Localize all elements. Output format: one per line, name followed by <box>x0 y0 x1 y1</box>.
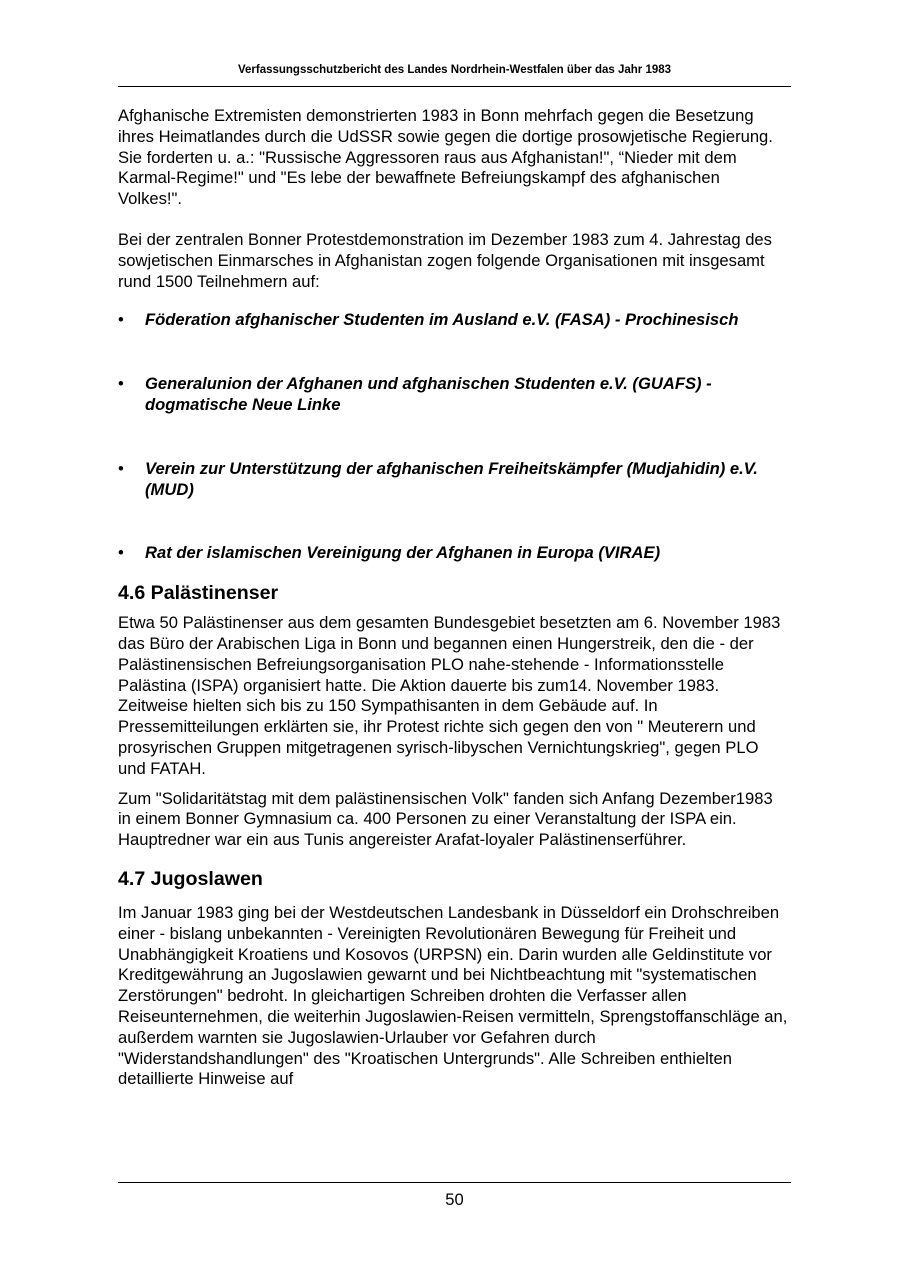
list-item <box>118 310 788 331</box>
palaestinenser-paragraph-2: Zum "Solidaritätstag mit dem palästinensischen Volk" fanden sich Anfang Dezember1983 in einem Bonner Gymnasium ca. 400 Personen zu einer Veranstaltung der ISPA ein. Hauptredner war ein aus Tunis angereister Arafat-loyaler Palästinenserführer. <box>118 788 773 850</box>
bullet-icon: • <box>118 543 124 563</box>
running-header: Verfassungsschutzbericht des Landes Nordrhein-Westfalen über das Jahr 1983 <box>237 64 672 76</box>
organization-name: Verein zur Unterstützung der afghanischen Freiheitskämpfer (Mudjahidin) e.V. (MUD) <box>145 458 758 499</box>
organization-name: Generalunion der Afghanen und afghanischen Studenten e.V. (GUAFS) - dogmatische Neue Linke <box>145 374 712 414</box>
bullet-icon: • <box>118 458 124 478</box>
bullet-icon: • <box>118 374 124 394</box>
demo-paragraph: Bei der zentralen Bonner Protestdemonstration im Dezember 1983 zum 4. Jahrestag des sowjetischen Einmarsches in Afghanistan zogen folgende Organisationen mit insgesamt rund 1500 Teilnehmern auf: <box>118 229 772 291</box>
page-number: 50 <box>445 1190 464 1209</box>
jugoslawen-paragraph-1: Im Januar 1983 ging bei der Westdeutschen Landesbank in Düsseldorf ein Drohschreiben einer - bislang unbekannten - Vereinigten Revolutionären Bewegung für Freiheit und Unabhängigkeit Kroatiens und Kosovos (URPSN) ein. Darin wurden alle Geldinstitute vor Kreditgewährung an Jugoslawien gewarnt und bei Nichtbeachtung mit "systematischen Zerstörungen" bedroht. In gleichartigen Schreiben drohten die Verfasser allen Reiseunternehmen, die weiterhin Jugoslawien-Reisen vermitteln, Sprengstoffanschläge an, außerdem warnten sie Jugoslawien-Urlauber vor Gefahren durch "Widerstandshandlungen" des "Kroatischen Untergrunds". Alle Schreiben enthielten detaillierte Hinweise auf <box>118 902 788 1089</box>
palaestinenser-paragraph-1: Etwa 50 Palästinenser aus dem gesamten Bundesgebiet besetzten am 6. November 1983 das Büro der Arabischen Liga in Bonn und begannen einen Hungerstreik, den die - der Palästinensischen Befreiungsorganisation PLO nahe-stehende - Informationsstelle Palästina (ISPA) organisiert hatte. Die Aktion dauerte bis zum14. November 1983. Zeitweise hielten sich bis zu 150 Sympathisanten in dem Gebäude auf. In Pressemitteilungen erklärten sie, ihr Protest richte sich gegen den von " Meuterern und prosyrischen Gruppen mitgetragenen syrisch-libyschen Vernichtungskrieg", gegen PLO und FATAH. <box>118 613 781 778</box>
intro-paragraph: Afghanische Extremisten demonstrierten 1983 in Bonn mehrfach gegen die Besetzung ihres Heimatlandes durch die UdSSR sowie gegen die dortige prosowjetische Regierung. Sie forderten u. a.: "Russische Aggressoren raus aus Afghanistan!", “Nieder mit dem Karmal-Regime!" und "Es lebe der bewaffnete Befreiungskampf des afghanischen Volkes!". <box>118 106 773 209</box>
organization-name: Rat der islamischen Vereinigung der Afghanen in Europa (VIRAE) <box>145 543 661 563</box>
header-rule <box>118 86 791 87</box>
page-content <box>118 106 788 1090</box>
section-heading-jugoslawen: 4.7 Jugoslawen <box>118 867 263 890</box>
list-item <box>118 374 788 416</box>
organization-list <box>118 310 788 564</box>
footer-rule <box>118 1182 791 1183</box>
section-heading-palaestinenser: 4.6 Palästinenser <box>118 582 279 605</box>
organization-name: Föderation afghanischer Studenten im Ausland e.V. (FASA) - Prochinesisch <box>145 310 739 330</box>
list-item <box>118 543 788 564</box>
bullet-icon: • <box>118 310 124 330</box>
list-item <box>118 459 788 501</box>
